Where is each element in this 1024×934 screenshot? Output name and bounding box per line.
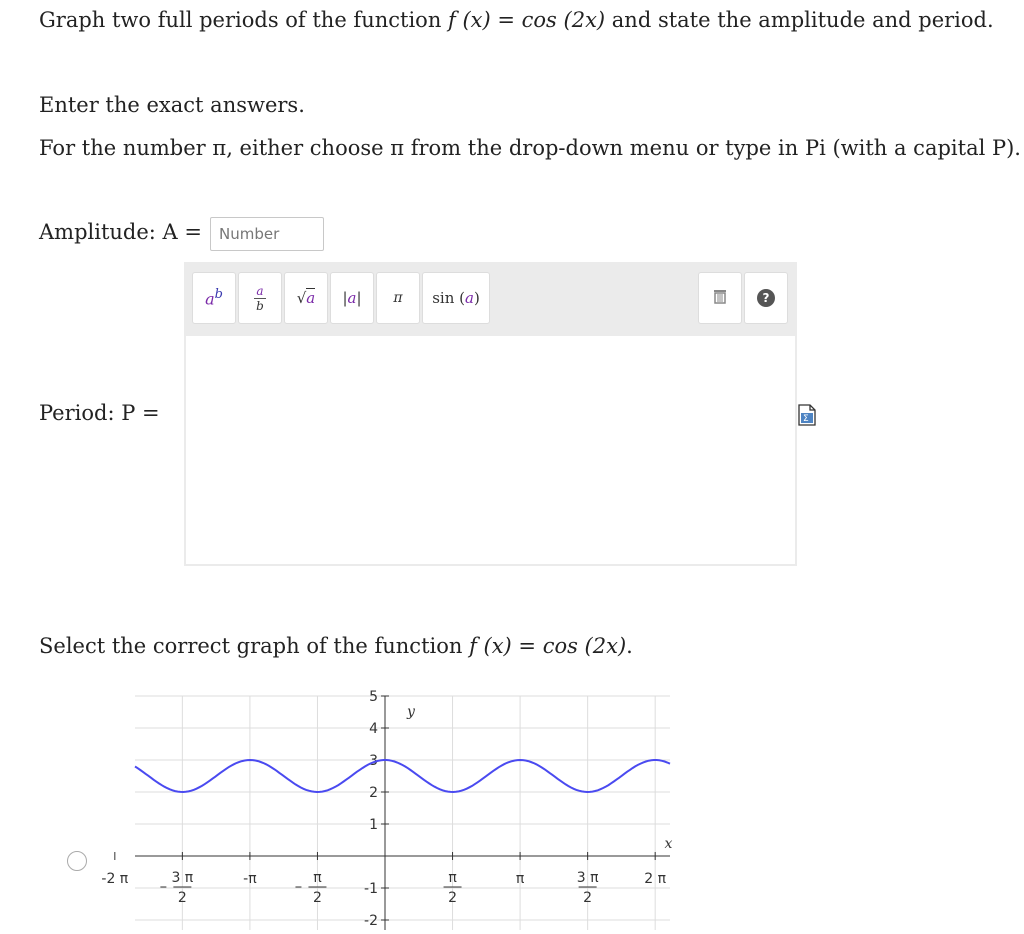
amplitude-input[interactable] [210, 217, 324, 251]
amplitude-label: Amplitude: A = [39, 220, 202, 244]
power-button[interactable]: $a^b$ [192, 272, 236, 324]
fraction-button[interactable]: a b [238, 272, 282, 324]
question-intro: Graph two full periods of the function f (x) = cos (2x) and state the amplitude and period. [39, 8, 994, 32]
y-axis-label: y [407, 704, 415, 720]
x-tick-label-den: 2 [312, 890, 322, 906]
trash-button[interactable] [698, 272, 742, 324]
equation-editor-icon[interactable] [797, 404, 817, 430]
x-tick-label-num: 3 π [171, 870, 194, 886]
cos-graph [100, 688, 720, 930]
instruction-exact: Enter the exact answers. [39, 93, 305, 117]
x-tick-label-den: 2 [177, 890, 187, 906]
sin-button[interactable]: sin (a) [422, 272, 490, 324]
math-toolbar [184, 262, 797, 334]
y-tick-label: 4 [369, 721, 378, 737]
select-graph-prompt: Select the correct graph of the function f (x) = cos (2x). [39, 634, 633, 658]
pi-button[interactable]: π [376, 272, 420, 324]
trash-icon [711, 287, 729, 309]
y-tick-label: 2 [369, 785, 378, 801]
graph-option-radio[interactable] [67, 851, 87, 871]
abs-button[interactable]: |a| [330, 272, 374, 324]
y-tick-label: 3 [369, 753, 378, 769]
period-input-area[interactable] [184, 334, 797, 566]
x-tick-label-den: 2 [583, 890, 593, 906]
instruction-pi: For the number π, either choose π from the drop-down menu or type in Pi (with a capital P). [39, 136, 1021, 160]
y-tick-label: 1 [369, 817, 378, 833]
help-button[interactable] [744, 272, 788, 324]
x-tick-label-num: π [448, 870, 457, 886]
x-tick-label: π [515, 871, 525, 887]
function-expression: f (x) = cos (2x) [448, 8, 606, 32]
period-label: Period: P = [39, 401, 160, 425]
y-tick-label: -2 [364, 913, 378, 929]
x-tick-label: 2 π [644, 871, 667, 887]
graph-option-1[interactable] [100, 688, 720, 930]
sqrt-button[interactable]: √a [284, 272, 328, 324]
help-icon: ? [757, 289, 775, 307]
series-line [135, 760, 670, 792]
x-tick-label-den: 2 [448, 890, 458, 906]
y-tick-label: 5 [369, 689, 378, 705]
x-tick-label: -2 π [101, 871, 129, 887]
x-tick-label: -π [243, 871, 257, 887]
y-tick-label: -1 [364, 881, 378, 897]
x-tick-label-num: π [313, 870, 322, 886]
x-axis-label: x [664, 836, 673, 852]
svg-text:Σ: Σ [803, 414, 809, 424]
x-tick-label-num: 3 π [576, 870, 599, 886]
